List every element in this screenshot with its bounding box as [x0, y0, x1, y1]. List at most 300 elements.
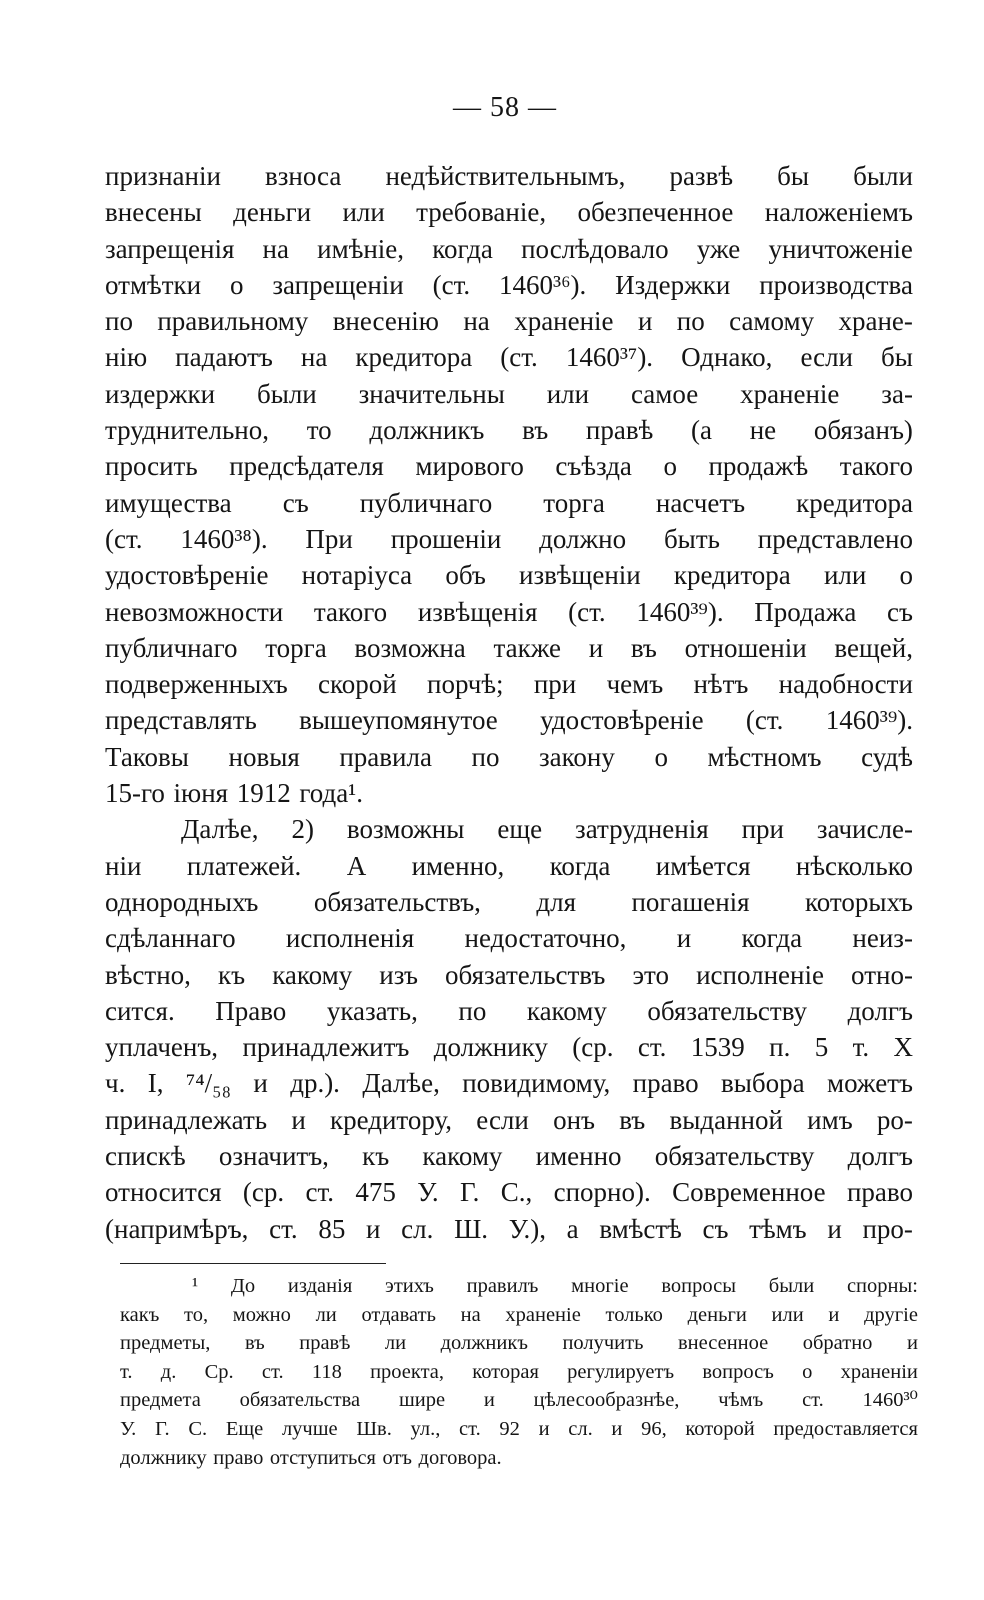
word: представлять: [105, 705, 257, 736]
word: нѣтъ: [693, 669, 749, 700]
footnotes: [120, 1272, 918, 1472]
word: правила: [339, 741, 432, 772]
text-line: [105, 775, 913, 811]
footnote-line: [120, 1444, 918, 1473]
word: ⁷⁴/₅₈: [185, 1068, 231, 1099]
word: къ: [362, 1141, 390, 1172]
word: такого: [839, 451, 913, 482]
word: ст.: [637, 1032, 667, 1063]
word: значительны: [358, 378, 505, 409]
word: спорны:: [846, 1275, 918, 1297]
word: т.: [852, 1032, 870, 1063]
word: въ: [522, 415, 549, 446]
word: правѣ: [585, 415, 654, 446]
text-line: [105, 194, 913, 230]
word: кредитора: [355, 342, 473, 373]
word: когда: [741, 923, 803, 954]
word: и: [483, 1389, 495, 1412]
text-line: [105, 739, 913, 775]
word: 1460³⁰: [862, 1389, 918, 1412]
word: д.: [160, 1360, 177, 1383]
word: просить: [105, 451, 198, 482]
word: когда: [549, 850, 611, 881]
word: вѣстно,: [105, 959, 191, 990]
text-line: [105, 957, 913, 993]
text-line: [105, 376, 913, 412]
word: іюня: [173, 778, 229, 809]
word: обязательствъ,: [313, 886, 481, 917]
word: еще: [497, 814, 543, 845]
word: продажѣ: [708, 451, 809, 482]
word: которой: [685, 1417, 755, 1440]
word: сдѣланнаго: [105, 923, 236, 954]
word: мирового: [415, 451, 524, 482]
word: Г.: [460, 1177, 480, 1208]
word: Издержки: [615, 269, 731, 300]
text-line: [105, 666, 913, 702]
word: однородныхъ: [105, 886, 259, 917]
footnote-line: [120, 1329, 918, 1358]
word: по: [676, 306, 705, 337]
word: года¹.: [299, 778, 364, 809]
word: сл.: [401, 1213, 434, 1244]
word: С.: [188, 1417, 208, 1440]
text-line: [105, 303, 913, 339]
word: въ: [619, 1104, 646, 1135]
word: уплаченъ,: [105, 1032, 219, 1063]
word: (ст.: [745, 705, 784, 736]
word: скорой: [318, 669, 397, 700]
word: въ: [244, 1332, 265, 1355]
word: и: [253, 1068, 268, 1099]
word: др.).: [290, 1068, 340, 1099]
word: это: [632, 959, 669, 990]
word: съѣзда: [555, 451, 632, 482]
word: были: [853, 161, 913, 191]
text-line: [105, 448, 913, 484]
word: нотаріуса: [301, 560, 413, 591]
word: и: [366, 1213, 381, 1244]
word: У.: [120, 1417, 137, 1440]
word: тѣмъ: [749, 1213, 807, 1244]
word: деньги: [233, 197, 312, 228]
word: ¹: [192, 1275, 199, 1297]
word: то,: [184, 1303, 209, 1326]
word: (ст.: [500, 342, 538, 373]
word: публичнаго: [105, 632, 238, 663]
word: на: [463, 306, 490, 337]
word: исполненіе: [696, 959, 824, 990]
word: храненіи: [840, 1360, 918, 1383]
word: правильному: [157, 306, 309, 337]
word: прошеніи: [390, 523, 502, 554]
word: вопросы: [661, 1275, 736, 1297]
word: ніи: [105, 850, 142, 881]
word: ст.: [269, 1213, 298, 1244]
word: по: [105, 306, 133, 337]
text-line: [105, 1029, 913, 1065]
word: кредитору,: [329, 1104, 453, 1135]
word: чѣмъ: [718, 1389, 764, 1412]
word: можетъ: [827, 1068, 913, 1099]
word: надобности: [778, 669, 913, 700]
word: (ст.: [432, 269, 471, 300]
word: или: [546, 378, 590, 409]
word: обязанъ): [813, 415, 913, 446]
word: отступиться: [269, 1446, 376, 1469]
text-line: [105, 231, 913, 267]
word: внесены: [105, 197, 202, 228]
word: удостовѣреніе: [540, 705, 704, 736]
word: о: [899, 560, 913, 591]
word: или: [771, 1303, 804, 1326]
word: имѣніе,: [317, 233, 405, 264]
word: 1460³⁹).: [636, 596, 724, 627]
text-line: [105, 267, 913, 303]
word: При: [305, 523, 353, 554]
word: возможна: [354, 632, 466, 663]
word: въ: [630, 632, 657, 663]
footnote-line: [120, 1301, 918, 1330]
word: обратно: [802, 1332, 873, 1355]
word: Ср.: [204, 1360, 234, 1383]
word: (напримѣръ,: [105, 1213, 249, 1244]
word: и: [827, 1213, 842, 1244]
word: ст.: [802, 1389, 824, 1412]
text-line: [105, 412, 913, 448]
word: можно: [232, 1303, 291, 1326]
word: недѣйствительнымъ,: [385, 161, 626, 191]
word: право: [632, 1068, 699, 1099]
word: вопросъ: [702, 1360, 774, 1383]
word: съ: [702, 1213, 729, 1244]
text-line: [105, 158, 913, 194]
word: ро-: [876, 1104, 913, 1135]
word: о: [663, 451, 677, 482]
word: вмѣстѣ: [599, 1213, 682, 1244]
word: нѣсколько: [795, 850, 913, 881]
word: взноса: [265, 161, 342, 191]
word: право: [213, 1446, 264, 1469]
word: другіе: [864, 1303, 918, 1326]
word: отъ: [382, 1446, 412, 1469]
text-line: [105, 594, 913, 630]
word: храненіе: [505, 1303, 581, 1326]
word: только: [605, 1303, 663, 1326]
text-line: [105, 1174, 913, 1210]
word: означитъ,: [218, 1141, 329, 1172]
word: закону: [539, 741, 615, 772]
word: погашенія: [631, 886, 750, 917]
word: обязательству: [647, 995, 808, 1026]
word: сится.: [105, 995, 175, 1026]
word: долгъ: [847, 1141, 913, 1172]
word: производства: [759, 269, 913, 300]
word: или: [342, 197, 385, 228]
word: также: [493, 632, 561, 663]
word: цѣлесообразнѣе,: [533, 1389, 680, 1412]
word: спискѣ: [105, 1141, 186, 1172]
word: До: [230, 1275, 256, 1297]
word: внесенное: [677, 1332, 769, 1355]
word: при: [533, 669, 577, 700]
word: съ: [887, 596, 913, 627]
word: предмета: [120, 1389, 201, 1412]
word: затрудненія: [575, 814, 709, 845]
word: платежей.: [186, 850, 302, 881]
word: ли: [384, 1332, 407, 1355]
word: неиз-: [852, 923, 913, 954]
word: представлено: [757, 523, 913, 554]
text-line: [105, 848, 913, 884]
word: издержки: [105, 378, 216, 409]
word: 15-го: [105, 778, 165, 809]
word: недостаточно,: [464, 923, 627, 954]
word: подверженныхъ: [105, 669, 288, 700]
text-line: [105, 1065, 913, 1101]
word: обязательства: [239, 1389, 361, 1412]
word: 475: [355, 1177, 396, 1208]
word: о: [229, 269, 244, 300]
word: храненіе: [740, 378, 840, 409]
word: Г.: [154, 1417, 170, 1440]
word: п.: [769, 1032, 791, 1063]
word: онъ: [553, 1104, 595, 1135]
word: выбора: [721, 1068, 805, 1099]
word: удостовѣреніе: [105, 560, 269, 591]
word: 96,: [641, 1417, 667, 1440]
word: X: [893, 1032, 913, 1063]
word: именно,: [411, 850, 505, 881]
word: 1912: [236, 778, 291, 809]
word: ул.,: [410, 1417, 441, 1440]
word: 1460³⁷).: [565, 342, 654, 373]
word: шире: [398, 1389, 446, 1412]
word: (ср.: [242, 1177, 285, 1208]
word: самое: [630, 378, 699, 409]
word: были: [256, 378, 317, 409]
word: 85: [318, 1213, 346, 1244]
word: сл.: [568, 1417, 593, 1440]
word: и: [637, 306, 653, 337]
word: кредитора: [673, 560, 791, 591]
word: именно: [535, 1141, 622, 1172]
word: А: [346, 850, 367, 881]
word: падаютъ: [175, 342, 273, 373]
word: спорно).: [553, 1177, 651, 1208]
word: 5: [814, 1032, 829, 1063]
word: изданія: [287, 1275, 353, 1297]
word: насчетъ: [655, 487, 746, 518]
text-line: [105, 485, 913, 521]
text-line: [105, 630, 913, 666]
word: на: [300, 342, 328, 373]
word: (ст.: [568, 596, 606, 627]
word: обязательствъ: [445, 959, 606, 990]
word: которыхъ: [805, 886, 913, 917]
footnote-line: [120, 1358, 918, 1387]
word: извѣщеніи: [519, 560, 641, 591]
word: невозможности: [105, 596, 284, 627]
word: бы: [777, 161, 810, 191]
word: имущества: [105, 487, 232, 518]
word: чемъ: [606, 669, 664, 700]
text-line: [105, 702, 913, 738]
word: на: [262, 233, 289, 264]
word: 118: [311, 1360, 342, 1383]
word: судѣ: [861, 741, 913, 772]
word: т.: [120, 1360, 133, 1383]
word: труднительно,: [105, 415, 269, 446]
word: по: [471, 741, 500, 772]
text-line: [105, 521, 913, 557]
word: и: [588, 632, 604, 663]
word: вещей,: [834, 632, 913, 663]
word: правѣ: [299, 1332, 351, 1355]
word: послѣдовало: [521, 233, 669, 264]
word: долгъ: [847, 995, 913, 1026]
word: Еще: [225, 1417, 264, 1440]
word: С.,: [500, 1177, 533, 1208]
text-line: [105, 884, 913, 920]
word: изъ: [379, 959, 418, 990]
word: должно: [539, 523, 627, 554]
word: выданной: [669, 1104, 783, 1135]
word: развѣ: [669, 161, 734, 191]
word: 1460³⁸).: [180, 523, 268, 554]
text-line: [105, 993, 913, 1029]
word: У.),: [508, 1213, 546, 1244]
word: запрещеніи: [272, 269, 404, 300]
word: вышеупомянутое: [299, 705, 498, 736]
word: 1460³⁹).: [825, 705, 913, 736]
word: если: [476, 1104, 529, 1135]
word: торга: [543, 487, 605, 518]
word: нію: [105, 342, 148, 373]
word: ст.: [261, 1360, 284, 1383]
word: отношеніи: [684, 632, 807, 663]
text-line: [105, 1138, 913, 1174]
text-line: [105, 1102, 913, 1138]
word: извѣщенія: [417, 596, 538, 627]
word: 2): [291, 814, 314, 845]
word: уничтоженіе: [768, 233, 913, 264]
word: требованіе,: [416, 197, 547, 228]
word: указать,: [326, 995, 418, 1026]
word: о: [802, 1360, 813, 1383]
word: (а: [691, 415, 712, 446]
word: проекта,: [370, 1360, 445, 1383]
word: порчѣ;: [427, 669, 504, 700]
word: Таковы: [105, 741, 189, 772]
word: новыя: [228, 741, 300, 772]
word: къ: [218, 959, 246, 990]
word: когда: [432, 233, 493, 264]
word: получить: [562, 1332, 644, 1355]
word: какому: [272, 959, 353, 990]
word: ст.: [459, 1417, 481, 1440]
text-line: [105, 920, 913, 956]
word: имъ: [807, 1104, 853, 1135]
word: принадлежать: [105, 1104, 268, 1135]
word: право: [846, 1177, 913, 1208]
word: Далѣе,: [362, 1068, 440, 1099]
footnote-line: [120, 1386, 918, 1415]
word: должникъ: [440, 1332, 528, 1355]
word: бы: [881, 342, 913, 373]
word: обязательству: [654, 1141, 815, 1172]
text-line: [105, 339, 913, 375]
word: торга: [265, 632, 327, 663]
word: внесенію: [332, 306, 439, 337]
word: съ: [282, 487, 309, 518]
word: лучше: [281, 1417, 338, 1440]
word: по: [458, 995, 487, 1026]
word: и: [538, 1417, 550, 1440]
word: публичнаго: [359, 487, 493, 518]
word: правилъ: [466, 1275, 539, 1297]
word: возможны: [346, 814, 465, 845]
word: кредитора: [796, 487, 913, 518]
word: обезпеченное: [577, 197, 734, 228]
word: должникъ: [369, 415, 485, 446]
word: и: [291, 1104, 306, 1135]
word: исполненія: [285, 923, 415, 954]
word: мѣстномъ: [707, 741, 822, 772]
word: предсѣдателя: [229, 451, 384, 482]
word: 1539: [690, 1032, 745, 1063]
word: повидимому,: [462, 1068, 611, 1099]
word: У.: [417, 1177, 439, 1208]
word: а: [566, 1213, 579, 1244]
word: какому: [422, 1141, 503, 1172]
text-line: [105, 557, 913, 593]
word: (ср.: [572, 1032, 614, 1063]
word: не: [749, 415, 777, 446]
word: за-: [881, 378, 913, 409]
word: быть: [663, 523, 720, 554]
word: какому: [526, 995, 607, 1026]
word: признаніи: [105, 161, 221, 191]
word: деньги: [687, 1303, 747, 1326]
word: и: [828, 1303, 840, 1326]
word: объ: [445, 560, 486, 591]
word: или: [823, 560, 867, 591]
word: должнику: [433, 1032, 548, 1063]
word: на: [460, 1303, 481, 1326]
word: предметы,: [120, 1332, 211, 1355]
word: и: [906, 1332, 918, 1355]
word: и: [611, 1417, 623, 1440]
word: I,: [147, 1068, 164, 1099]
word: отно-: [851, 959, 913, 990]
word: зачисле-: [816, 814, 913, 845]
word: регулируетъ: [567, 1360, 675, 1383]
text-line: [105, 1211, 913, 1247]
word: имѣется: [655, 850, 751, 881]
word: хране-: [838, 306, 913, 337]
word: какъ: [120, 1303, 160, 1326]
word: Право: [215, 995, 287, 1026]
word: относится: [105, 1177, 222, 1208]
word: и: [676, 923, 692, 954]
word: уже: [696, 233, 741, 264]
word: то: [306, 415, 332, 446]
word: самому: [729, 306, 815, 337]
word: при: [741, 814, 784, 845]
footnote-line: [120, 1415, 918, 1444]
page-number: — 58 —: [453, 92, 557, 123]
